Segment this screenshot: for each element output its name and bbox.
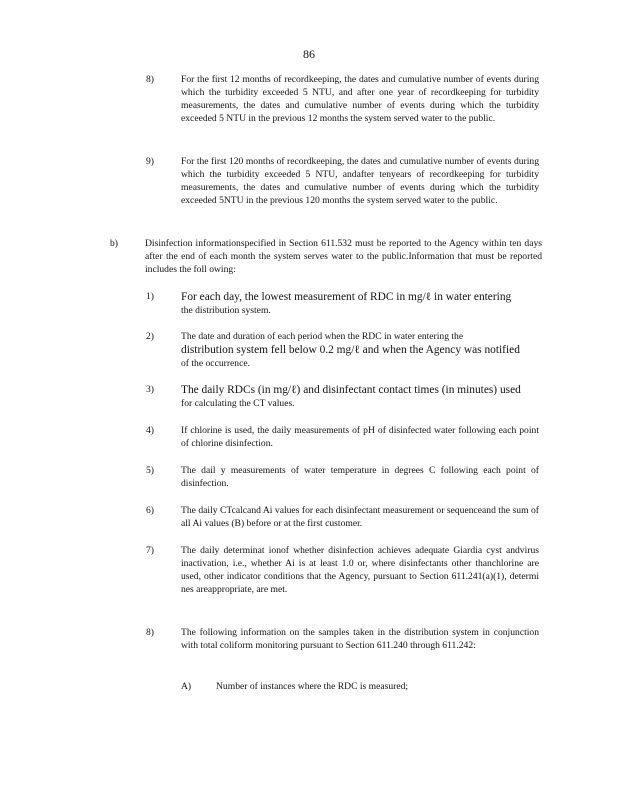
- item-text: For the first 120 months of recordkeeping, the dates and cumulative number of events during which the turbidity exceeded 5 NTU, andafter tenyears of recordkeeping for turbidity measurements, the dates and cumulative number of events during which the turbidity exceeded 5NTU in the previous 120 months the system served water to the public.: [181, 156, 539, 206]
- list-item: [146, 383, 539, 411]
- item-text: The dail y measurements of water temperature in degrees C following each point of disinfection.: [181, 465, 539, 489]
- list-item: [146, 330, 539, 372]
- item-text: Number of instances where the RDC is measured;: [216, 681, 409, 692]
- item-label: 5): [146, 465, 154, 476]
- list-item: [146, 544, 539, 612]
- list-item: [146, 464, 539, 492]
- item-text: The daily determinat ionof whether disinfection achieves adequate Giardia cyst andvirus inactivation, i.e., whether Ai is at least 1.0 or, where disinfectants other thanchlorine are used, other indicator conditions that the Agency, pursuant to Section 611.241(a)(1), determi nes areappropriate, are met.: [181, 545, 539, 595]
- list-item: [110, 237, 542, 277]
- list-item: [181, 680, 539, 694]
- item-text: The following information on the samples taken in the distribution system in conjunction with total coliform monitoring pursuant to Section 611.240 through 611.242:: [181, 627, 539, 651]
- item-text-large: The daily RDCs (in mg/ℓ) and disinfectant contact times (in minutes) used: [181, 384, 521, 396]
- item-label: b): [110, 238, 118, 249]
- item-text: The daily CTcalcand Ai values for each disinfectant measurement or sequenceand the sum of all Ai values (B) before or at the first customer.: [181, 505, 539, 529]
- item-label: 4): [146, 425, 154, 436]
- item-text-large: For each day, the lowest measurement of RDC in mg/ℓ in water entering: [181, 291, 512, 303]
- item-label: 3): [146, 384, 154, 395]
- item-text: Disinfection informationspecified in Section 611.532 must be reported to the Agency within ten days after the end of each month the system serves water to the public.Information that must be reported includes the foll owing:: [145, 238, 542, 275]
- item-label: 8): [146, 74, 154, 85]
- list-item: [146, 155, 539, 221]
- item-text: For the first 12 months of recordkeeping, the dates and cumulative number of events during which the turbidity exceeded 5 NTU, and after one year of recordkeeping for turbidity measurements, the dates and cumulative number of events during which the turbidity exceeded 5 NTU in the previous 12 months the system served water to the public.: [181, 74, 539, 124]
- item-label: 6): [146, 505, 154, 516]
- item-text-block: [181, 290, 539, 317]
- item-text: for calculating the CT values.: [181, 398, 295, 409]
- list-item: [146, 290, 539, 318]
- item-text: The date and duration of each period when the RDC in water entering the: [181, 331, 464, 342]
- list-item: [146, 626, 539, 668]
- item-text-block: [181, 330, 539, 370]
- item-label: 2): [146, 331, 154, 342]
- item-label: 7): [146, 545, 154, 556]
- page-number: 86: [303, 47, 315, 61]
- item-label: 9): [146, 156, 154, 167]
- item-label: 1): [146, 291, 154, 302]
- item-text-block: [181, 383, 539, 410]
- list-item: [146, 424, 539, 452]
- item-text: the distribution system.: [181, 305, 271, 316]
- item-text-tail: of the occurrence.: [181, 358, 250, 369]
- item-label: A): [181, 681, 192, 692]
- item-text-large: distribution system fell below 0.2 mg/ℓ and when the Agency was notified: [181, 344, 520, 356]
- item-label: 8): [146, 627, 154, 638]
- list-item: [146, 504, 539, 532]
- item-text: If chlorine is used, the daily measurements of pH of disinfected water following each point of chlorine disinfection.: [181, 425, 539, 449]
- list-item: [146, 73, 539, 139]
